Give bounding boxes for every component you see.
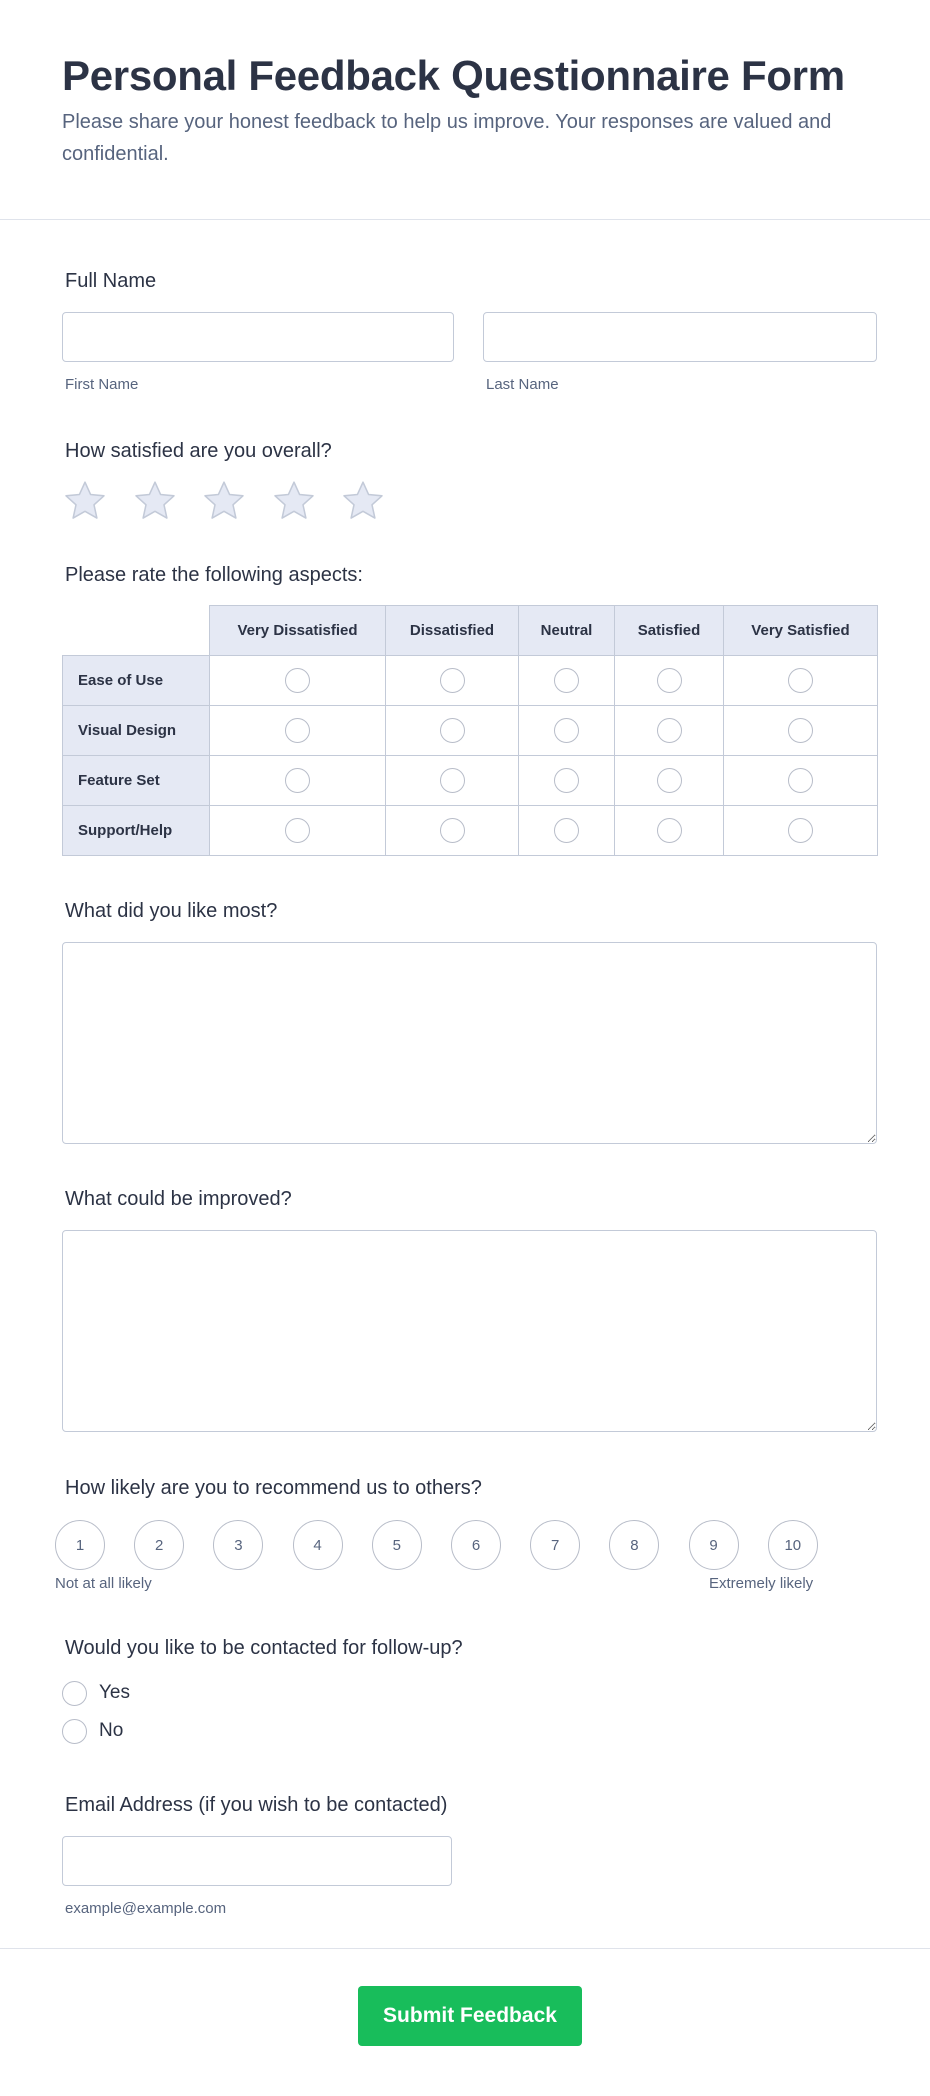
matrix-cell bbox=[210, 806, 386, 856]
scale-option-4[interactable]: 4 bbox=[293, 1520, 343, 1570]
matrix-label: Please rate the following aspects: bbox=[65, 564, 363, 586]
matrix-row bbox=[63, 656, 878, 706]
matrix-row-label: Ease of Use bbox=[63, 656, 210, 706]
improve-textarea[interactable] bbox=[62, 1230, 877, 1432]
matrix-cell bbox=[519, 656, 615, 706]
matrix-cell bbox=[724, 706, 878, 756]
matrix-cell bbox=[210, 706, 386, 756]
first-name-input[interactable] bbox=[62, 312, 454, 362]
matrix-radio[interactable] bbox=[285, 668, 310, 693]
scale-low-label: Not at all likely bbox=[55, 1575, 152, 1592]
matrix-cell bbox=[724, 656, 878, 706]
page-title: Personal Feedback Questionnaire Form bbox=[62, 52, 845, 99]
scale-option-3[interactable]: 3 bbox=[213, 1520, 263, 1570]
contact-yes-label: Yes bbox=[99, 1682, 130, 1703]
submit-button[interactable]: Submit Feedback bbox=[358, 1986, 582, 2046]
last-name-input[interactable] bbox=[483, 312, 877, 362]
scale-option-2[interactable]: 2 bbox=[134, 1520, 184, 1570]
matrix-radio[interactable] bbox=[440, 718, 465, 743]
matrix-cell bbox=[386, 756, 519, 806]
matrix-radio[interactable] bbox=[657, 818, 682, 843]
matrix-radio[interactable] bbox=[788, 718, 813, 743]
matrix-column-header: Neutral bbox=[519, 606, 615, 656]
matrix-cell bbox=[386, 806, 519, 856]
matrix-column-header: Very Satisfied bbox=[724, 606, 878, 656]
matrix-radio[interactable] bbox=[657, 768, 682, 793]
recommend-label: How likely are you to recommend us to others? bbox=[65, 1477, 482, 1499]
liked-textarea[interactable] bbox=[62, 942, 877, 1144]
form-header bbox=[0, 0, 930, 220]
matrix-radio[interactable] bbox=[440, 668, 465, 693]
contact-option-yes[interactable] bbox=[62, 1680, 130, 1706]
matrix-cell bbox=[724, 756, 878, 806]
contact-label: Would you like to be contacted for follow-up? bbox=[65, 1637, 463, 1659]
matrix-radio[interactable] bbox=[788, 668, 813, 693]
matrix-cell bbox=[386, 656, 519, 706]
matrix-row-label: Support/Help bbox=[63, 806, 210, 856]
matrix-radio[interactable] bbox=[440, 768, 465, 793]
matrix-radio[interactable] bbox=[788, 818, 813, 843]
matrix-radio[interactable] bbox=[554, 818, 579, 843]
matrix-radio[interactable] bbox=[285, 818, 310, 843]
liked-label: What did you like most? bbox=[65, 900, 278, 922]
scale-option-9[interactable]: 9 bbox=[689, 1520, 739, 1570]
matrix-cell bbox=[615, 756, 724, 806]
matrix-cell bbox=[210, 756, 386, 806]
email-sublabel: example@example.com bbox=[65, 1900, 227, 1917]
last-name-sublabel: Last Name bbox=[486, 376, 559, 393]
page-subtitle: Please share your honest feedback to help us improve. Your responses are valued and confidential. bbox=[62, 111, 832, 165]
matrix-radio[interactable] bbox=[440, 818, 465, 843]
star-icon[interactable] bbox=[201, 478, 247, 524]
matrix-cell bbox=[724, 806, 878, 856]
matrix-radio[interactable] bbox=[285, 718, 310, 743]
first-name-sublabel: First Name bbox=[65, 376, 139, 393]
star-icon[interactable] bbox=[340, 478, 386, 524]
contact-option-no[interactable] bbox=[62, 1718, 123, 1744]
star-icon[interactable] bbox=[132, 478, 178, 524]
matrix-cell bbox=[519, 806, 615, 856]
star-icon[interactable] bbox=[271, 478, 317, 524]
matrix-cell bbox=[386, 706, 519, 756]
scale-option-1[interactable]: 1 bbox=[55, 1520, 105, 1570]
matrix-radio[interactable] bbox=[285, 768, 310, 793]
matrix-cell bbox=[615, 706, 724, 756]
contact-no-label: No bbox=[99, 1720, 124, 1741]
matrix-cell bbox=[615, 806, 724, 856]
contact-yes-radio[interactable] bbox=[62, 1681, 87, 1706]
matrix-radio[interactable] bbox=[554, 718, 579, 743]
matrix-row-label: Feature Set bbox=[63, 756, 210, 806]
matrix-column-header: Very Dissatisfied bbox=[210, 606, 386, 656]
matrix-radio[interactable] bbox=[554, 768, 579, 793]
matrix-cell bbox=[615, 656, 724, 706]
email-label: Email Address (if you wish to be contacted) bbox=[65, 1794, 448, 1816]
matrix-cell bbox=[519, 756, 615, 806]
improve-label: What could be improved? bbox=[65, 1188, 292, 1210]
scale-option-5[interactable]: 5 bbox=[372, 1520, 422, 1570]
matrix-column-header: Satisfied bbox=[615, 606, 724, 656]
star-icon[interactable] bbox=[62, 478, 108, 524]
matrix-column-header: Dissatisfied bbox=[386, 606, 519, 656]
matrix-row bbox=[63, 756, 878, 806]
satisfaction-label: How satisfied are you overall? bbox=[65, 440, 332, 462]
matrix-row-label: Visual Design bbox=[63, 706, 210, 756]
matrix-cell bbox=[210, 656, 386, 706]
scale-option-8[interactable]: 8 bbox=[609, 1520, 659, 1570]
scale-option-10[interactable]: 10 bbox=[768, 1520, 818, 1570]
email-input[interactable] bbox=[62, 1836, 452, 1886]
matrix-radio[interactable] bbox=[657, 718, 682, 743]
matrix-row bbox=[63, 806, 878, 856]
footer-divider bbox=[0, 1948, 930, 1949]
matrix-radio[interactable] bbox=[788, 768, 813, 793]
matrix-radio[interactable] bbox=[657, 668, 682, 693]
scale-option-7[interactable]: 7 bbox=[530, 1520, 580, 1570]
scale-option-6[interactable]: 6 bbox=[451, 1520, 501, 1570]
rating-matrix bbox=[62, 605, 878, 856]
matrix-cell bbox=[519, 706, 615, 756]
full-name-label: Full Name bbox=[65, 270, 157, 292]
scale-high-label: Extremely likely bbox=[709, 1575, 814, 1592]
matrix-corner bbox=[63, 606, 210, 656]
contact-no-radio[interactable] bbox=[62, 1719, 87, 1744]
matrix-row bbox=[63, 706, 878, 756]
matrix-radio[interactable] bbox=[554, 668, 579, 693]
